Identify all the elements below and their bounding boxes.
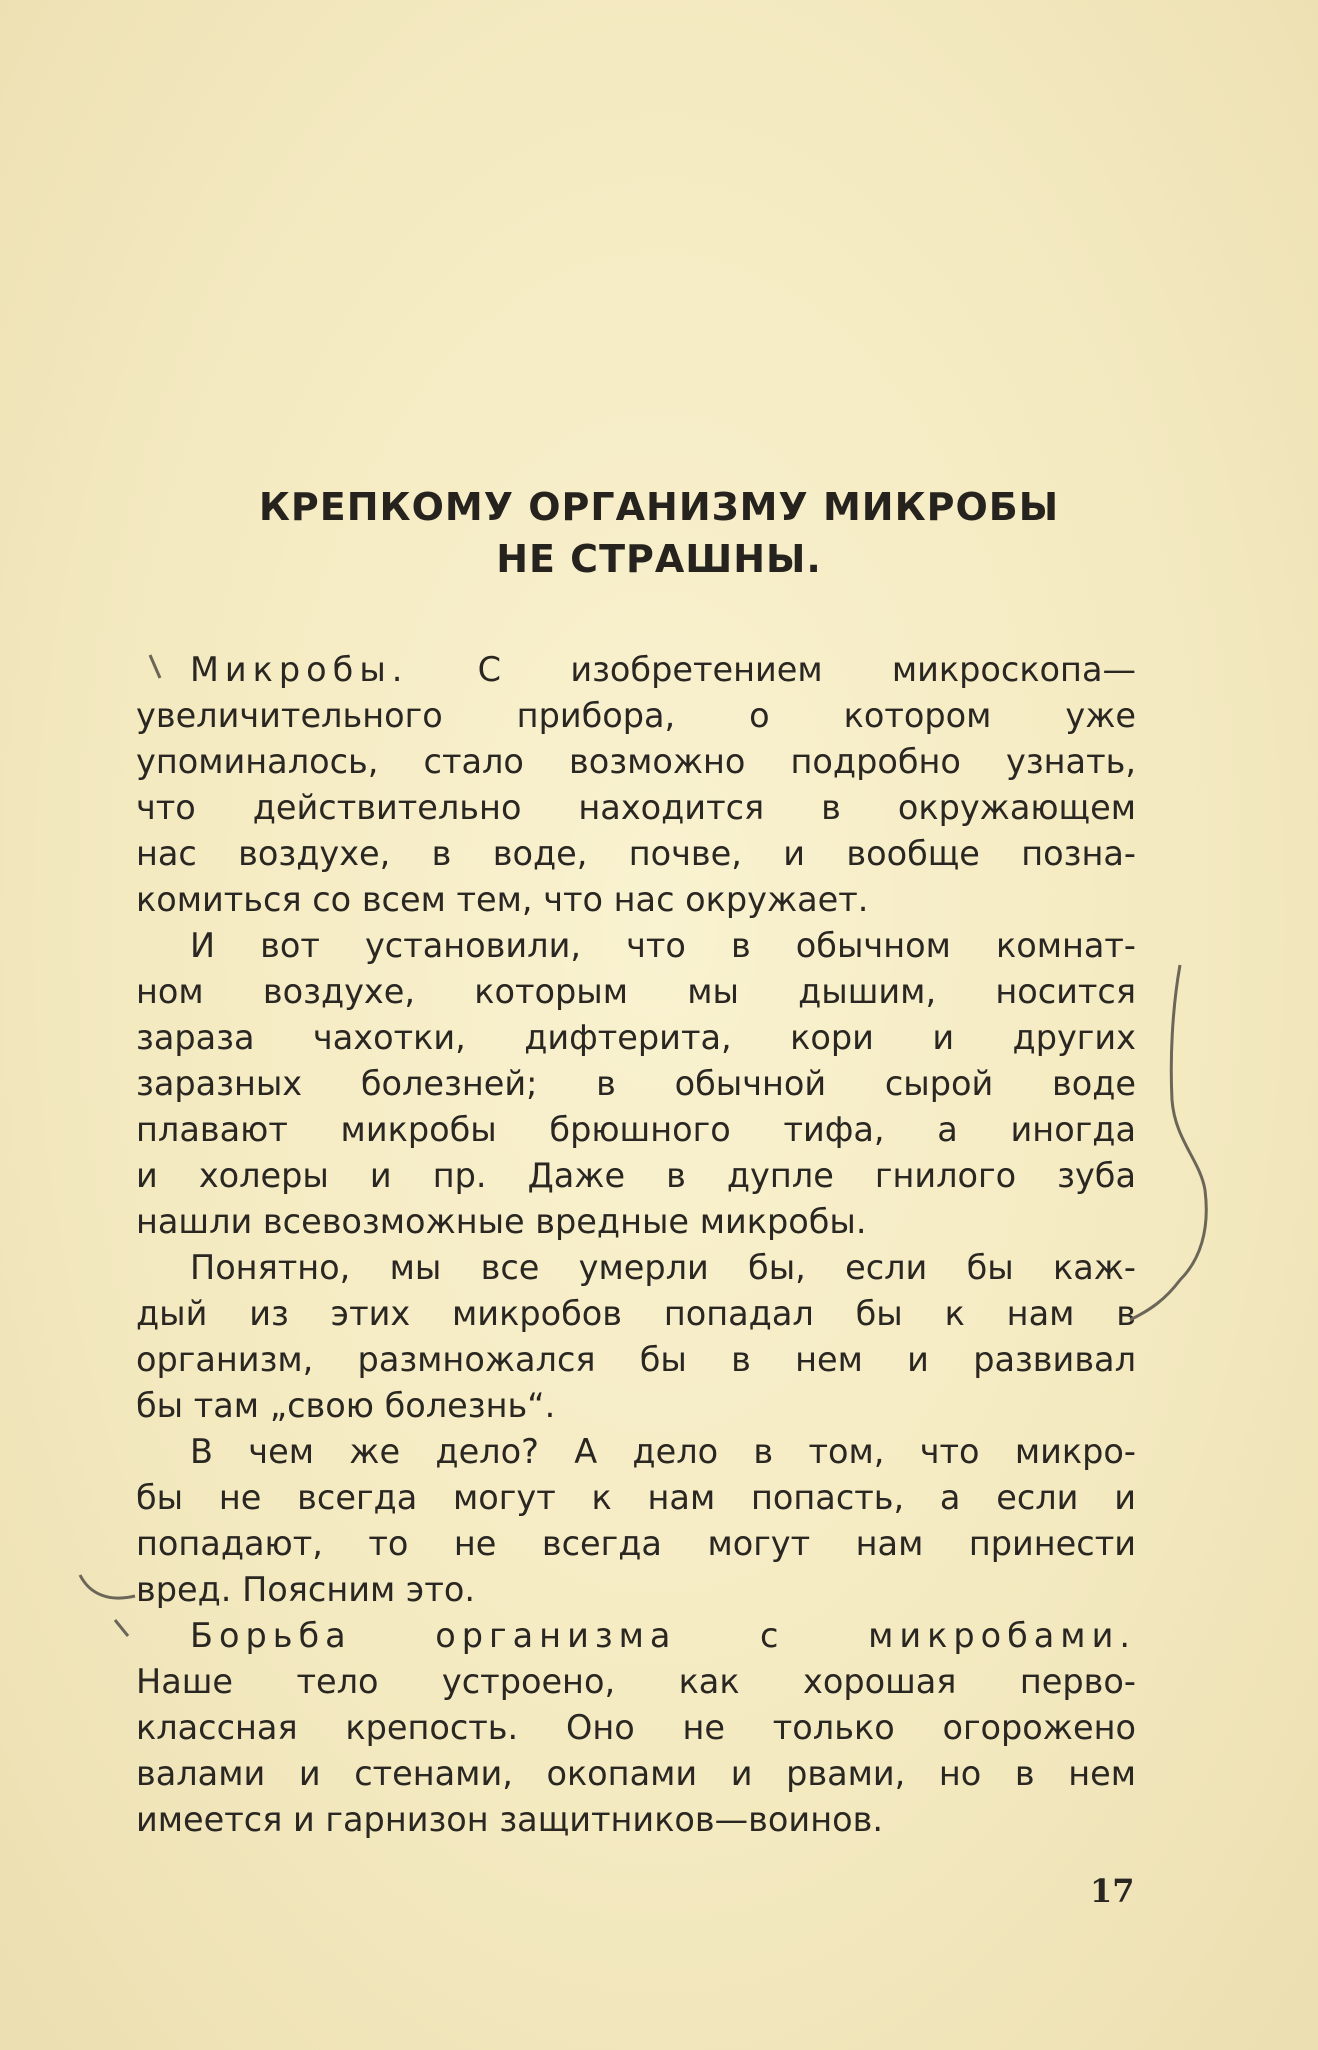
pencil-margin-bracket — [1130, 965, 1206, 1320]
text-line: ном воздухе, которым мы дышим, носится — [136, 972, 1136, 1011]
text-line: что действительно находится в окружающем — [136, 788, 1136, 827]
text-line: вред. Поясним это. — [136, 1570, 475, 1609]
text-line: Понятно, мы все умерли бы, если бы каж- — [190, 1248, 1136, 1287]
page-number: 17 — [1090, 1872, 1135, 1910]
text-line: Наше тело устроено, как хорошая перво- — [136, 1662, 1136, 1701]
text-line: плавают микробы брюшного тифа, а иногда — [136, 1110, 1136, 1149]
spaced-lead-word: Микробы. — [190, 650, 409, 689]
text-line: попадают, то не всегда могут нам принести — [136, 1524, 1136, 1563]
text-line: нас воздухе, в воде, почве, и вообще позна- — [136, 834, 1136, 873]
pencil-tick-mark — [150, 655, 160, 678]
pencil-tick-mark — [115, 1620, 128, 1636]
text-line: имеется и гарнизон защитников—воинов. — [136, 1800, 883, 1839]
text-line: бы там „свою болезнь“. — [136, 1386, 556, 1425]
text-line: Микробы. С изобретением микроскопа— — [190, 650, 1136, 689]
pencil-hook-mark — [80, 1575, 135, 1598]
text-line: заразных болезней; в обычной сырой воде — [136, 1064, 1136, 1103]
text-line: бы не всегда могут к нам попасть, а если и — [136, 1478, 1136, 1517]
spaced-lead-phrase: Борьба организма с микробами. — [190, 1616, 1136, 1655]
text-line: И вот установили, что в обычном комнат- — [190, 926, 1136, 965]
text-line: упоминалось, стало возможно подробно узнать, — [136, 742, 1136, 781]
text-line: В чем же дело? А дело в том, что микро- — [190, 1432, 1136, 1471]
text-line: нашли всевозможные вредные микробы. — [136, 1202, 867, 1241]
chapter-title-line-2: НЕ СТРАШНЫ. — [496, 537, 822, 581]
chapter-title-line-1: КРЕПКОМУ ОРГАНИЗМУ МИКРОБЫ — [258, 485, 1060, 529]
text-line: и холеры и пр. Даже в дупле гнилого зуба — [136, 1156, 1136, 1195]
text-line: зараза чахотки, дифтерита, кори и других — [136, 1018, 1136, 1057]
text-line: классная крепость. Оно не только огорожено — [136, 1708, 1136, 1747]
text-line: дый из этих микробов попадал бы к нам в — [136, 1294, 1136, 1333]
text-line: валами и стенами, окопами и рвами, но в нем — [136, 1754, 1136, 1793]
text-line: увеличительного прибора, о котором уже — [136, 696, 1136, 735]
text-line: организм, размножался бы в нем и развивал — [136, 1340, 1136, 1379]
text-line: комиться со всем тем, что нас окружает. — [136, 880, 869, 919]
